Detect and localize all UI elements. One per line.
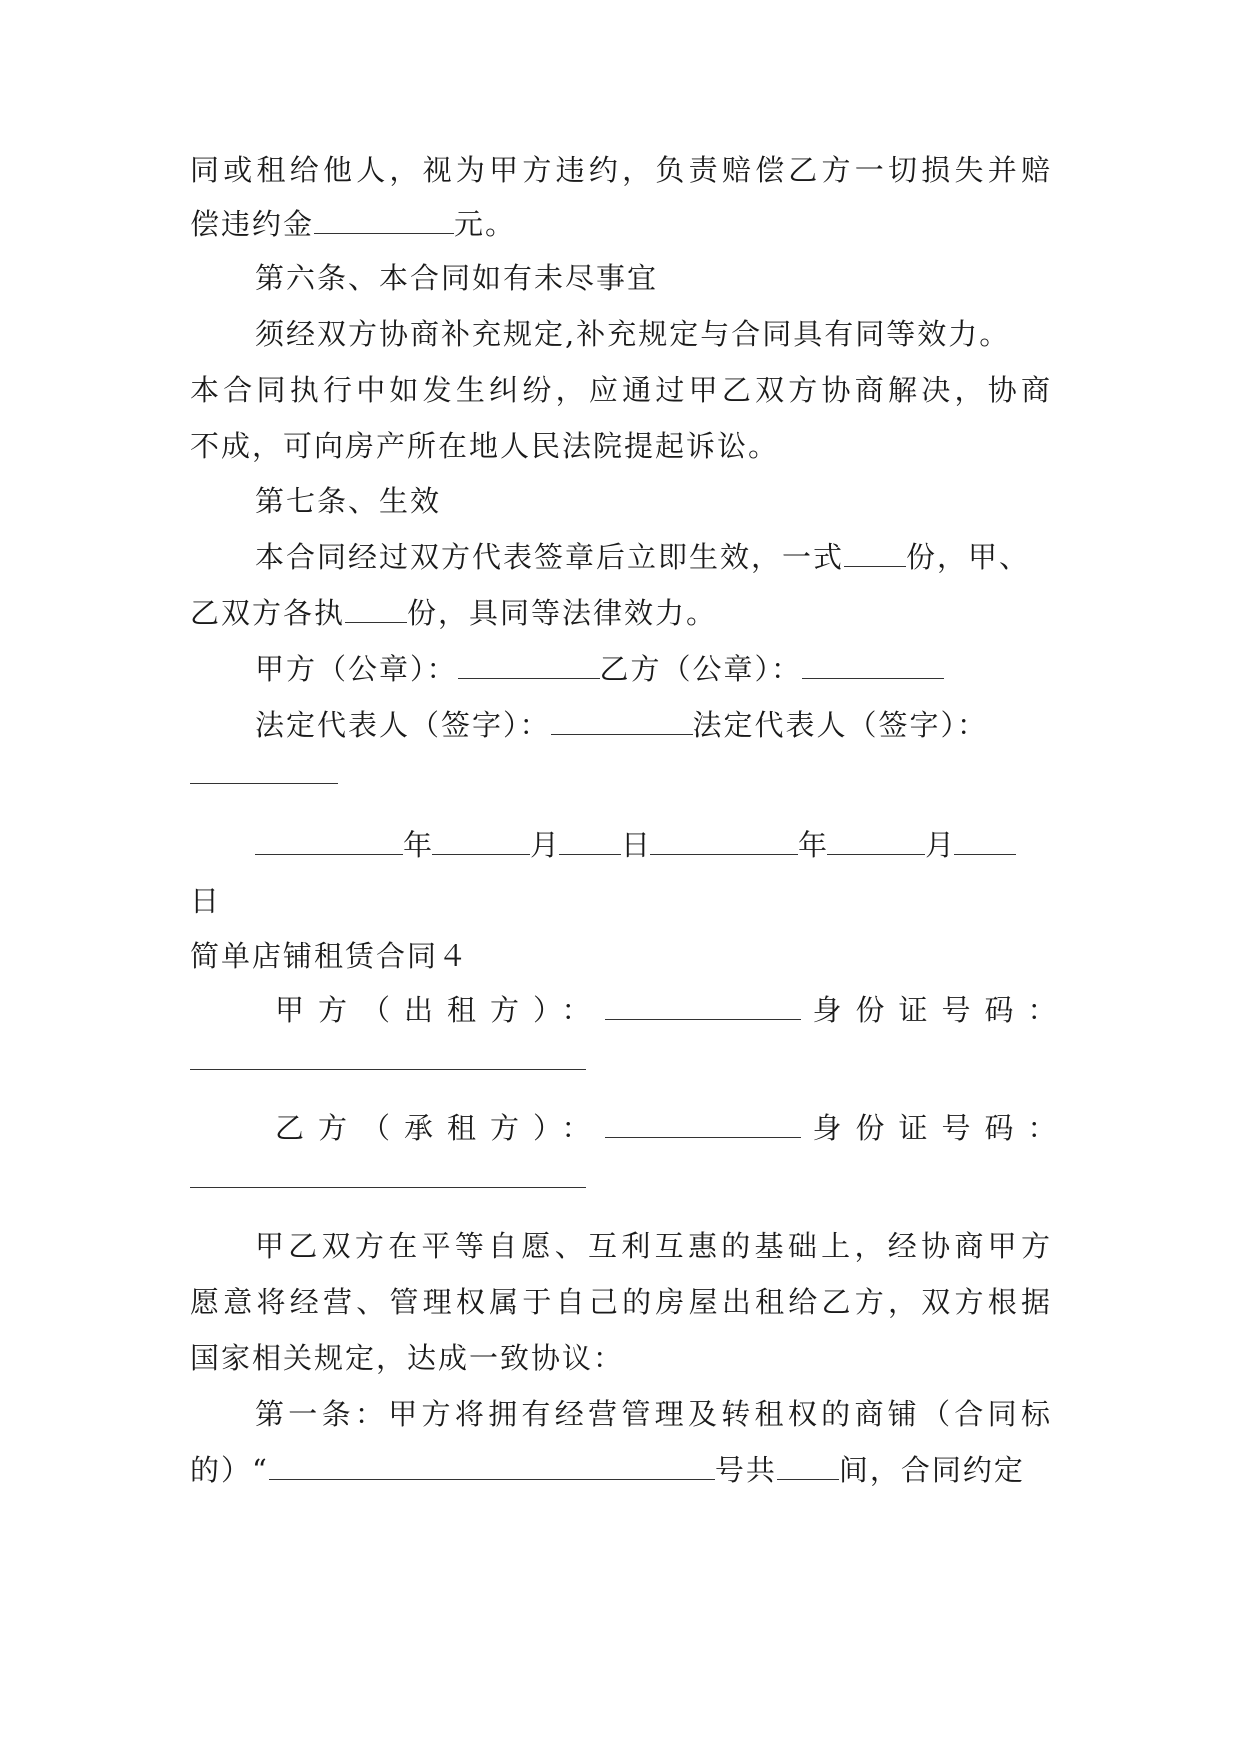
blank-field [190,1068,586,1070]
blank-field [255,828,403,855]
blank-field [844,540,906,567]
text-span: 的）“ [190,1453,269,1487]
date-line [255,825,1052,865]
paragraph-line: 愿意将经营、管理权属于自己的房屋出租给乙方，双方根据 [190,1285,1052,1319]
date-year-label: 年 [798,828,828,862]
blank-field [314,207,454,234]
paragraph-line: 日 [190,884,222,918]
signature-line [255,705,1052,745]
article-line: 第一条：甲方将拥有经营管理及转租权的商铺（合同标 [255,1397,1052,1431]
text-span: 份，甲、 [906,540,1031,574]
paragraph-line [190,593,1052,633]
paragraph-line [190,1450,1052,1490]
text-span: 间，合同约定 [838,1453,1025,1487]
blank-field [954,828,1016,855]
party-a-seal-label: 甲方（公章）： [255,652,458,686]
date-month-label: 月 [530,828,560,862]
blank-field [458,652,600,679]
date-year-label: 年 [403,828,433,862]
text-span: 号共 [714,1453,777,1487]
blank-field [559,828,621,855]
text-span: 偿违约金 [190,207,315,241]
paragraph-line: 不成，可向房产所在地人民法院提起诉讼。 [190,429,780,463]
text-span: 乙双方各执 [190,596,346,630]
paragraph-line: 须经双方协商补充规定,补充规定与合同具有同等效力。 [255,317,1011,351]
lessee-label: 乙方（承租方）： [275,1111,605,1145]
section-title: 简单店铺租赁合同４ [190,939,470,973]
blank-field [650,828,798,855]
lessor-label: 甲方（出租方）： [275,993,605,1027]
paragraph-line: 本合同执行中如发生纠纷，应通过甲乙双方协商解决，协商 [190,373,1052,407]
party-line [275,1108,1071,1148]
blank-field [827,828,925,855]
id-number-label: 身份证号码： [812,993,1071,1027]
party-b-rep-label: 法定代表人（签字）： [692,708,989,742]
text-span: 份，具同等法律效力。 [407,596,718,630]
blank-field [802,652,944,679]
paragraph-line [255,537,1052,577]
date-day-label: 日 [621,828,651,862]
blank-field [269,1453,715,1480]
date-month-label: 月 [925,828,955,862]
id-number-label: 身份证号码： [812,1111,1071,1145]
party-a-rep-label: 法定代表人（签字）： [255,708,551,742]
blank-field [551,708,693,735]
paragraph-line: 国家相关规定，达成一致协议： [190,1341,625,1375]
blank-field [605,1111,801,1138]
blank-field [345,596,407,623]
text-span: 本合同经过双方代表签章后立即生效，一式 [255,540,845,574]
blank-field [432,828,530,855]
signature-line [255,649,1052,689]
party-line [275,990,1071,1030]
blank-field [605,993,801,1020]
paragraph-line: 甲乙双方在平等自愿、互利互惠的基础上，经协商甲方 [255,1229,1052,1263]
text-span: 元。 [454,207,517,241]
blank-field [190,782,338,784]
paragraph-line: 同或租给他人，视为甲方违约，负责赔偿乙方一切损失并赔 [190,153,1052,187]
party-b-seal-label: 乙方（公章）： [599,652,803,686]
blank-field [190,1186,586,1188]
blank-field [777,1453,839,1480]
article-heading: 第七条、生效 [255,484,442,518]
paragraph-line [190,204,1052,244]
article-heading: 第六条、本合同如有未尽事宜 [255,261,659,295]
